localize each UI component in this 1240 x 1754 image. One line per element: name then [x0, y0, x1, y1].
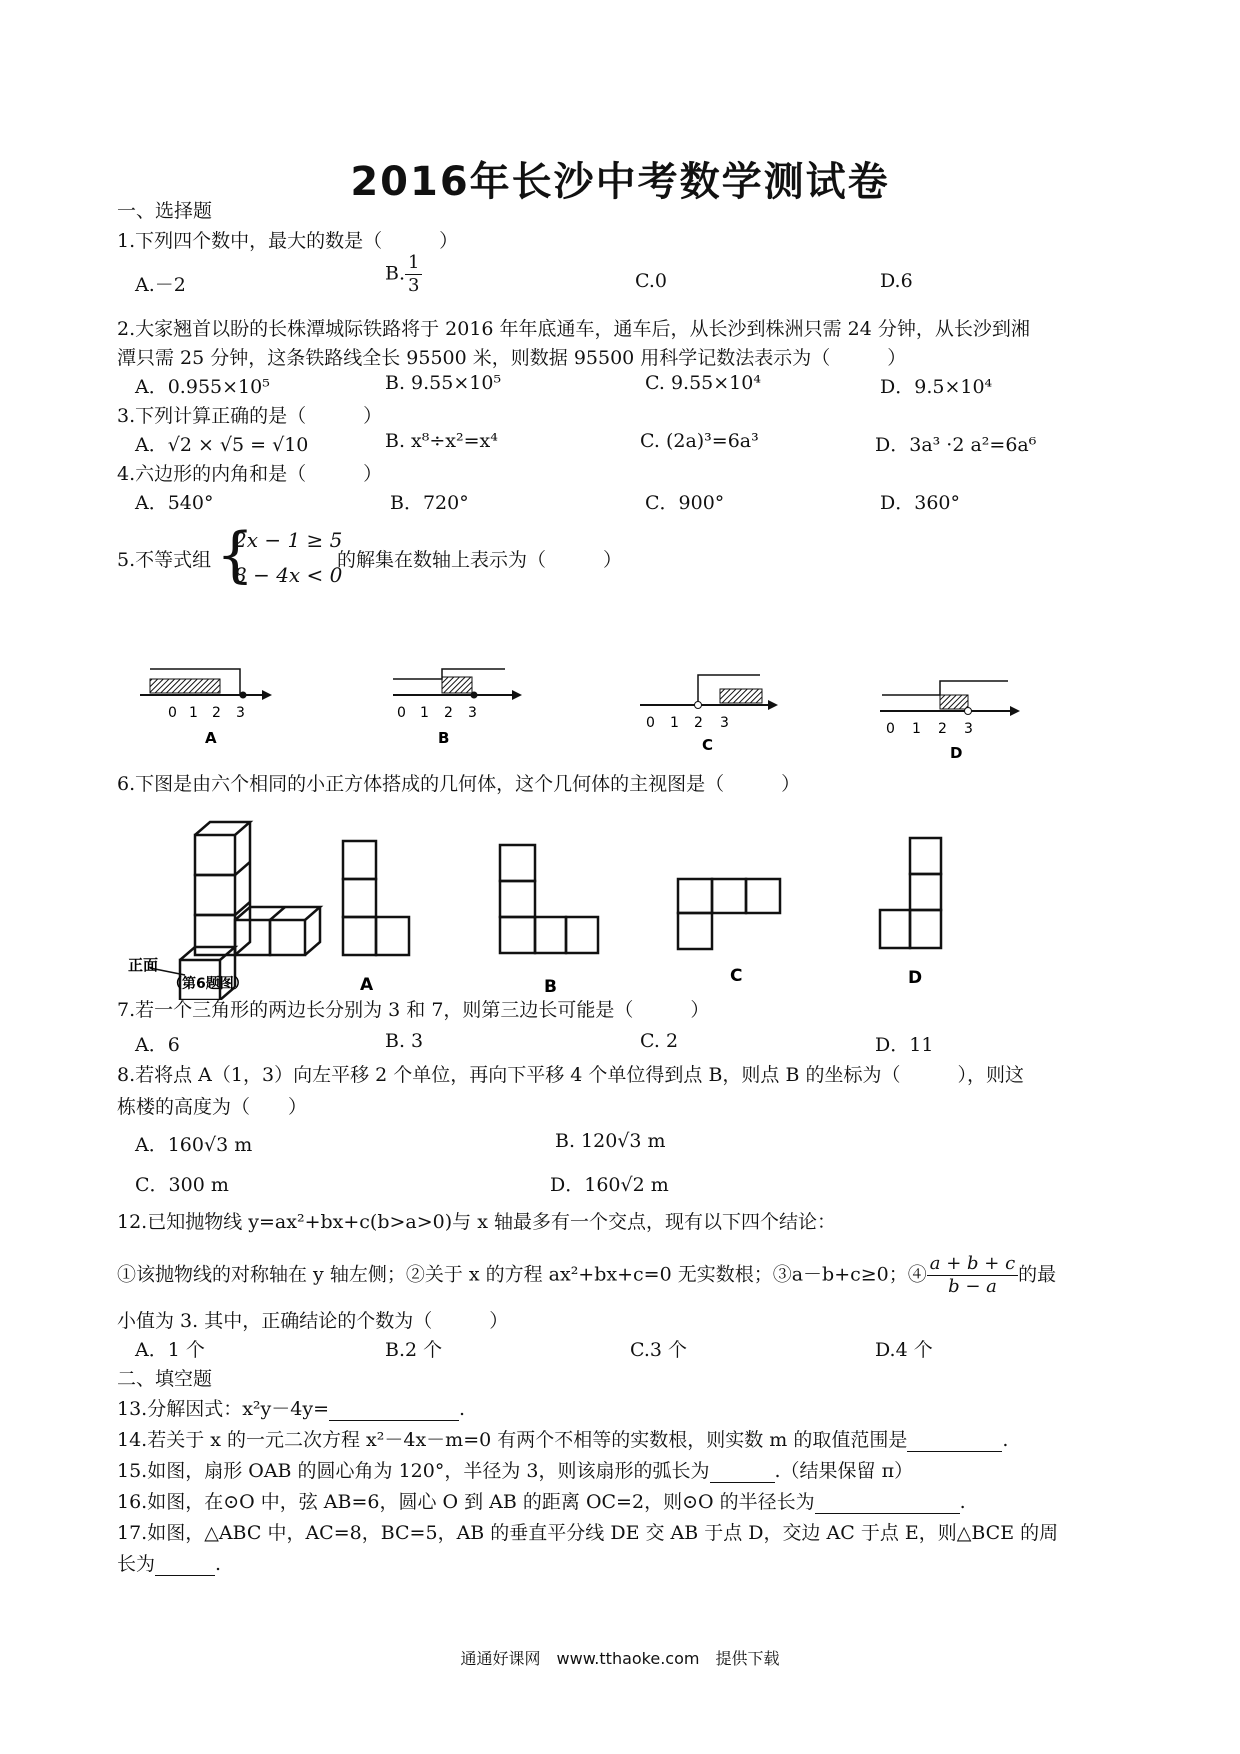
q4-option-d: D．360°: [880, 492, 960, 514]
inequality-2: 8 − 4x < 0: [234, 563, 343, 587]
option-label-c: C: [702, 736, 714, 754]
q7-option-c: C. 2: [640, 1030, 679, 1052]
question-4-stem: 4.六边形的内角和是（ ）: [117, 463, 383, 485]
view-option-a: [343, 841, 409, 955]
cube-figures: [0, 810, 1240, 1000]
page-footer: 通通好课网 www.tthaoke.com 提供下载: [460, 1649, 780, 1668]
svg-text:3: 3: [720, 715, 729, 731]
q12-option-b: B.2 个: [385, 1339, 443, 1361]
answer-blank[interactable]: [710, 1460, 775, 1483]
q7-option-a: A．6: [135, 1034, 180, 1056]
svg-text:C: C: [730, 966, 743, 986]
question-13: 13.分解因式：x²y－4y= .: [117, 1398, 466, 1420]
question-6-stem: 6.下图是由六个相同的小正方体搭成的几何体，这个几何体的主视图是（ ）: [117, 773, 801, 795]
question-12-stem-line2: ①该抛物线的对称轴在 y 轴左侧；②关于 x 的方程 ax²+bx+c=0 无实数根；③a－b+c≥0；④ $\frac{a + b + c}{b - a}$ 的最: [117, 1253, 1057, 1297]
svg-text:2: 2: [444, 705, 453, 721]
question-12-stem-line1: 12.已知抛物线 y=ax²+bx+c(b>a>0)与 x 轴最多有一个交点，现有以下四个结论：: [117, 1211, 836, 1233]
answer-blank[interactable]: [155, 1553, 215, 1576]
q8-option-b: B. 120√3 m: [555, 1130, 666, 1152]
q1-option-b: B. $\frac{1}{3}$: [385, 252, 422, 297]
question-1-stem: 1.下列四个数中，最大的数是（ ）: [117, 230, 459, 252]
svg-text:1: 1: [912, 721, 921, 737]
q3-option-c: C. (2a)³=6a³: [640, 430, 759, 452]
q1-option-c: C.0: [635, 270, 667, 292]
section-heading-fill: 二、填空题: [117, 1368, 213, 1390]
svg-text:3: 3: [468, 705, 477, 721]
q2-option-a: A．0.955×10⁵: [135, 376, 270, 398]
question-5-suffix: 的解集在数轴上表示为（ ）: [337, 549, 623, 571]
inequality-1: 2x − 1 ≥ 5: [234, 528, 343, 552]
question-14: 14.若关于 x 的一元二次方程 x²－4x－m=0 有两个不相等的实数根，则实数 m 的取值范围是 .: [117, 1429, 1009, 1451]
number-line-b: [393, 669, 522, 747]
q12-option-d: D.4 个: [875, 1339, 933, 1361]
figure-caption: （第6题图）: [168, 976, 248, 992]
cube-solid-figure: [150, 822, 320, 1000]
tick-label: 2: [212, 705, 221, 721]
q7-option-b: B. 3: [385, 1030, 424, 1052]
question-5-prefix: 5.不等式组: [117, 549, 212, 571]
view-option-d: [880, 838, 941, 948]
q1-option-d: D.6: [880, 270, 913, 292]
answer-blank[interactable]: [907, 1429, 1002, 1452]
question-12-stem-line3: 小值为 3. 其中，正确结论的个数为（ ）: [117, 1310, 509, 1332]
q2-option-d: D．9.5×10⁴: [880, 376, 993, 398]
section-heading-choice: 一、选择题: [117, 200, 213, 222]
svg-text:B: B: [544, 977, 557, 997]
svg-text:1: 1: [420, 705, 429, 721]
question-17-line2: 长为 .: [117, 1553, 222, 1575]
svg-text:D: D: [908, 968, 923, 988]
q8-option-d: D．160√2 m: [550, 1174, 669, 1196]
q3-option-a: A．√2 × √5 = √10: [135, 434, 309, 456]
fraction: $\frac{1}{3}$: [405, 252, 422, 297]
answer-blank[interactable]: [329, 1398, 459, 1421]
number-line-figures: [0, 655, 1240, 765]
question-16: 16.如图，在⊙O 中，弦 AB=6，圆心 O 到 AB 的距离 OC=2，则⊙O 的半径长为 .: [117, 1491, 966, 1513]
tick-label: 1: [189, 705, 198, 721]
question-8-stem-line1: 8.若将点 A（1，3）向左平移 2 个单位，再向下平移 4 个单位得到点 B，则点 B 的坐标为（ ），则这: [117, 1064, 1024, 1086]
system-brace: {: [216, 520, 255, 590]
q12-option-a: A．1 个: [135, 1339, 205, 1361]
question-7-stem: 7.若一个三角形的两边长分别为 3 和 7，则第三边长可能是（ ）: [117, 999, 710, 1021]
svg-text:0: 0: [646, 715, 655, 731]
question-2-stem-line2: 潭只需 25 分钟，这条铁路线全长 95500 米，则数据 95500 用科学记数法表示为（ ）: [117, 347, 907, 369]
q4-option-a: A．540°: [135, 492, 214, 514]
svg-text:3: 3: [964, 721, 973, 737]
q3-option-d: D．3a³ ·2 a²=6a⁶: [875, 434, 1037, 456]
question-15: 15.如图，扇形 OAB 的圆心角为 120°，半径为 3，则该扇形的弧长为 .（结果保留 π）: [117, 1460, 914, 1482]
q4-option-b: B．720°: [390, 492, 469, 514]
svg-text:2: 2: [938, 721, 947, 737]
q1-option-a: A.－2: [135, 274, 186, 296]
option-label-a: A: [205, 729, 217, 747]
fraction: $\frac{a + b + c}{b - a}$: [927, 1253, 1018, 1298]
tick-label: 0: [168, 705, 177, 721]
question-8-stem-line2: 栋楼的高度为（ ）: [117, 1096, 308, 1118]
view-option-b: [500, 845, 598, 953]
q4-option-c: C．900°: [645, 492, 725, 514]
q2-option-b: B. 9.55×10⁵: [385, 372, 502, 394]
question-2-stem-line1: 2.大家翘首以盼的长株潭城际铁路将于 2016 年年底通车，通车后，从长沙到株洲只需 24 分钟，从长沙到湘: [117, 318, 1030, 340]
q2-option-c: C. 9.55×10⁴: [645, 372, 761, 394]
question-17-line1: 17.如图，△ABC 中，AC=8，BC=5，AB 的垂直平分线 DE 交 AB 于点 D，交边 AC 于点 E，则△BCE 的周: [117, 1522, 1059, 1544]
answer-blank[interactable]: [815, 1491, 960, 1514]
svg-text:0: 0: [886, 721, 895, 737]
option-label-d: D: [950, 744, 963, 762]
view-option-c: [678, 879, 780, 949]
svg-text:0: 0: [397, 705, 406, 721]
q8-option-a: A．160√3 m: [135, 1134, 253, 1156]
svg-text:1: 1: [670, 715, 679, 731]
q7-option-d: D．11: [875, 1034, 934, 1056]
number-line-a: [140, 669, 272, 747]
question-3-stem: 3.下列计算正确的是（ ）: [117, 405, 383, 427]
front-label: 正面: [128, 956, 159, 974]
page-title: 2016年长沙中考数学测试卷: [350, 159, 890, 205]
svg-text:A: A: [360, 975, 374, 995]
tick-label: 3: [236, 705, 245, 721]
number-line-c: [640, 675, 778, 754]
q8-option-c: C．300 m: [135, 1174, 229, 1196]
option-label-b: B: [438, 729, 450, 747]
number-line-d: [880, 681, 1020, 762]
q12-option-c: C.3 个: [630, 1339, 688, 1361]
q3-option-b: B. x⁸÷x²=x⁴: [385, 430, 498, 452]
svg-text:2: 2: [694, 715, 703, 731]
